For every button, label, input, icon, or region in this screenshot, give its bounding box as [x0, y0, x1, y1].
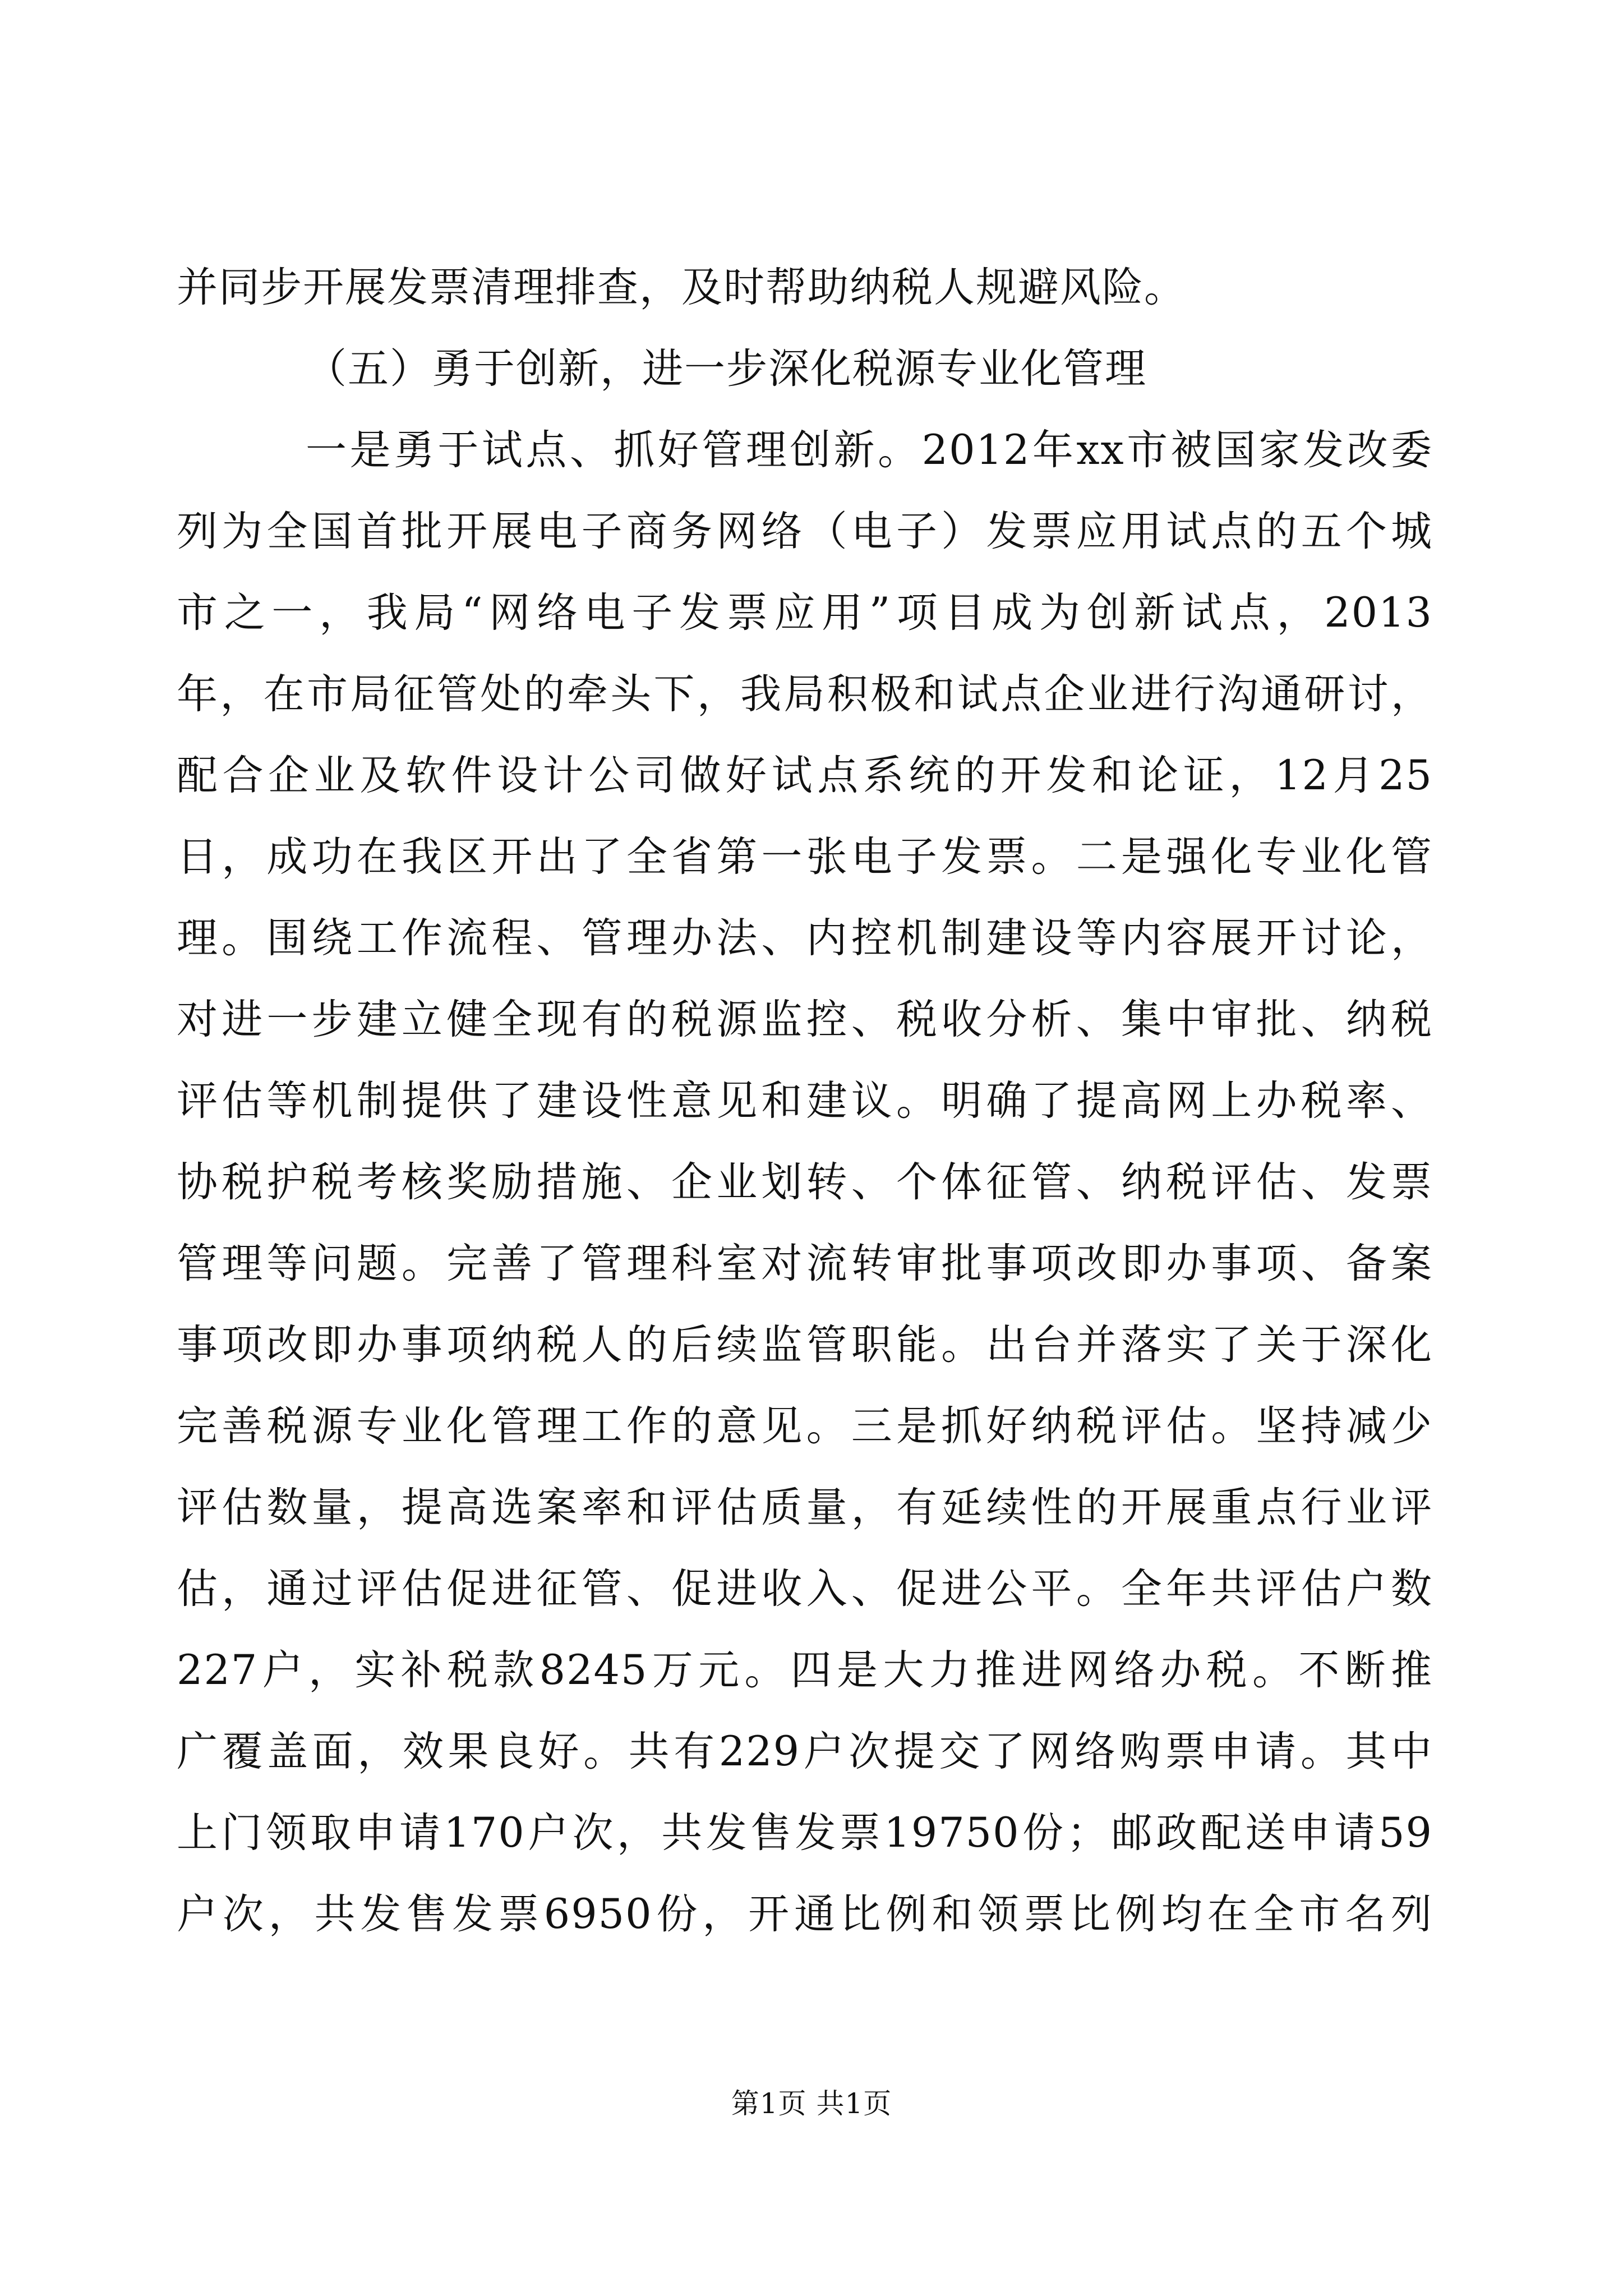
- paragraph-line: 管理等问题。完善了管理科室对流转审批事项改即办事项、备案: [177, 1240, 1433, 1287]
- paragraph-line: 配合企业及软件设计公司做好试点系统的开发和论证，12月25: [177, 752, 1433, 799]
- paragraph-line: 评估等机制提供了建设性意见和建议。明确了提高网上办税率、: [177, 1077, 1433, 1125]
- paragraph-line: 户次，共发售发票6950份，开通比例和领票比例均在全市名列: [177, 1890, 1433, 1938]
- paragraph-line: 理。围绕工作流程、管理办法、内控机制建设等内容展开讨论，: [177, 914, 1433, 962]
- paragraph-line: 上门领取申请170户次，共发售发票19750份；邮政配送申请59: [177, 1809, 1433, 1857]
- paragraph-line: 市之一，我局“网络电子发票应用”项目成为创新试点，2013: [177, 589, 1433, 637]
- paragraph-line: 完善税源专业化管理工作的意见。三是抓好纳税评估。坚持减少: [177, 1402, 1433, 1450]
- paragraph-line: 协税护税考核奖励措施、企业划转、个体征管、纳税评估、发票: [177, 1158, 1433, 1206]
- section-heading: （五）勇于创新，进一步深化税源专业化管理: [306, 345, 1147, 393]
- paragraph-line: 227户，实补税款8245万元。四是大力推进网络办税。不断推: [177, 1646, 1433, 1694]
- page-number-footer: 第1页 共1页: [731, 2087, 892, 2120]
- paragraph-line: 对进一步建立健全现有的税源监控、税收分析、集中审批、纳税: [177, 996, 1433, 1043]
- paragraph-line: 年，在市局征管处的牵头下，我局积极和试点企业进行沟通研讨，: [177, 670, 1433, 718]
- paragraph-line: 日，成功在我区开出了全省第一张电子发票。二是强化专业化管: [177, 833, 1433, 881]
- paragraph-line: 列为全国首批开展电子商务网络（电子）发票应用试点的五个城: [177, 508, 1433, 555]
- paragraph-line: 事项改即办事项纳税人的后续监管职能。出台并落实了关于深化: [177, 1321, 1433, 1369]
- paragraph-line: 并同步开展发票清理排查，及时帮助纳税人规避风险。: [177, 264, 1186, 311]
- paragraph-line: 估，通过评估促进征管、促进收入、促进公平。全年共评估户数: [177, 1565, 1433, 1613]
- document-body: [177, 247, 1433, 1955]
- paragraph-line: 广覆盖面，效果良好。共有229户次提交了网络购票申请。其中: [177, 1728, 1433, 1775]
- paragraph-line: 评估数量，提高选案率和评估质量，有延续性的开展重点行业评: [177, 1484, 1433, 1531]
- paragraph-line: 一是勇于试点、抓好管理创新。2012年xx市被国家发改委: [306, 426, 1433, 474]
